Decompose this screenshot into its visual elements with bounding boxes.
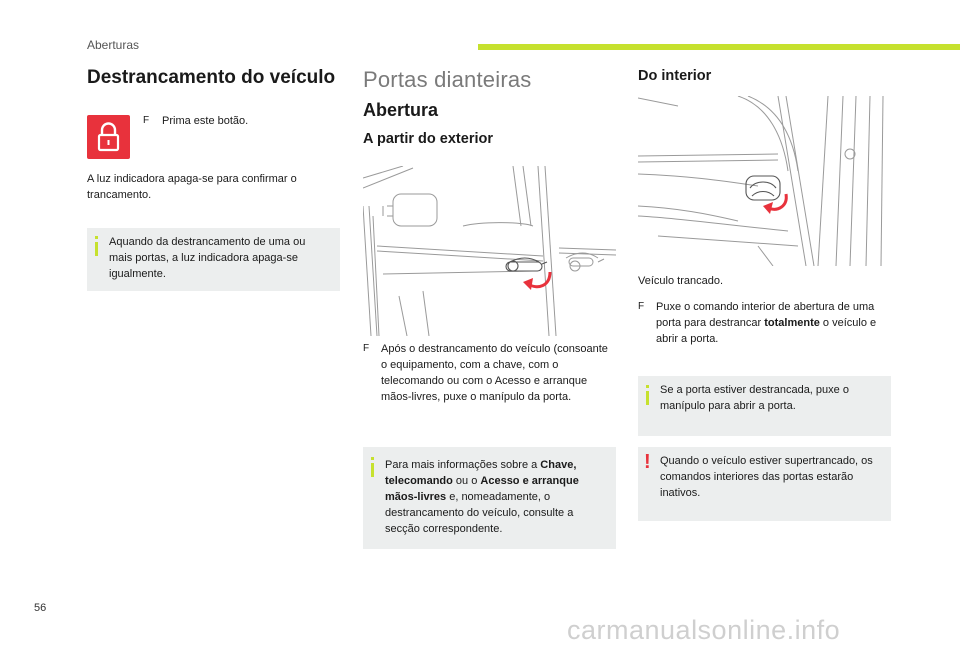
col3-warning-text: Quando o veículo estiver supertrancado, os comandos interiores das portas estarão inativos. xyxy=(660,455,873,499)
col3-caption: Veículo trancado. xyxy=(638,275,724,287)
info-icon xyxy=(646,391,649,405)
col2-subtitle: Abertura xyxy=(363,100,439,120)
col1-step-text: Prima este botão. xyxy=(162,115,249,127)
info-icon xyxy=(371,463,374,477)
header-accent-bar xyxy=(478,44,960,50)
col1-info-box xyxy=(87,228,340,291)
lock-button-icon xyxy=(87,115,130,159)
col3-step-text: Puxe o comando interior de abertura de uma porta para destrancar totalmente o veículo e abrir a porta. xyxy=(656,301,877,345)
col1-paragraph: A luz indicadora apaga-se para confirmar o trancamento. xyxy=(87,173,297,201)
col1-info-text: Aquando da destrancamento de uma ou mais portas, a luz indicadora apaga-se igualmente. xyxy=(109,236,306,280)
warning-icon: ! xyxy=(644,451,651,473)
col3-warning-box xyxy=(638,447,891,521)
col3-info-box xyxy=(638,376,891,436)
exterior-door-illustration xyxy=(363,166,616,336)
interior-door-illustration xyxy=(638,96,891,266)
exterior-door-handle-image xyxy=(363,166,616,336)
col2-info-text: Para mais informações sobre a Chave, telecomando ou o Acesso e arranque mãos-livres e, nomeadamente, o destrancamento do veículo, consulte a secção correspondente. xyxy=(385,459,579,535)
col2-step-text: Após o destrancamento do veículo (consoante o equipamento, com a chave, com o telecomando ou com o Acesso e arranque mãos-livres, puxe o manípulo da porta. xyxy=(381,343,608,403)
interior-door-handle-image xyxy=(638,96,891,266)
watermark: carmanualsonline.info xyxy=(567,615,841,645)
page-number: 56 xyxy=(34,602,47,614)
col3-info-text: Se a porta estiver destrancada, puxe o manípulo para abrir a porta. xyxy=(660,384,849,412)
col2-info-box xyxy=(363,447,616,549)
padlock-icon xyxy=(87,115,130,159)
col1-step-bullet: F xyxy=(143,115,150,126)
section-header: Aberturas xyxy=(87,38,140,52)
col2-title: Portas dianteiras xyxy=(363,67,532,92)
col3-step-bullet: F xyxy=(638,301,645,312)
col2-subsubtitle: A partir do exterior xyxy=(363,131,493,147)
info-icon xyxy=(95,242,98,256)
col3-title: Do interior xyxy=(638,68,712,84)
col1-title: Destrancamento do veículo xyxy=(87,67,336,88)
col2-step-bullet: F xyxy=(363,343,370,354)
